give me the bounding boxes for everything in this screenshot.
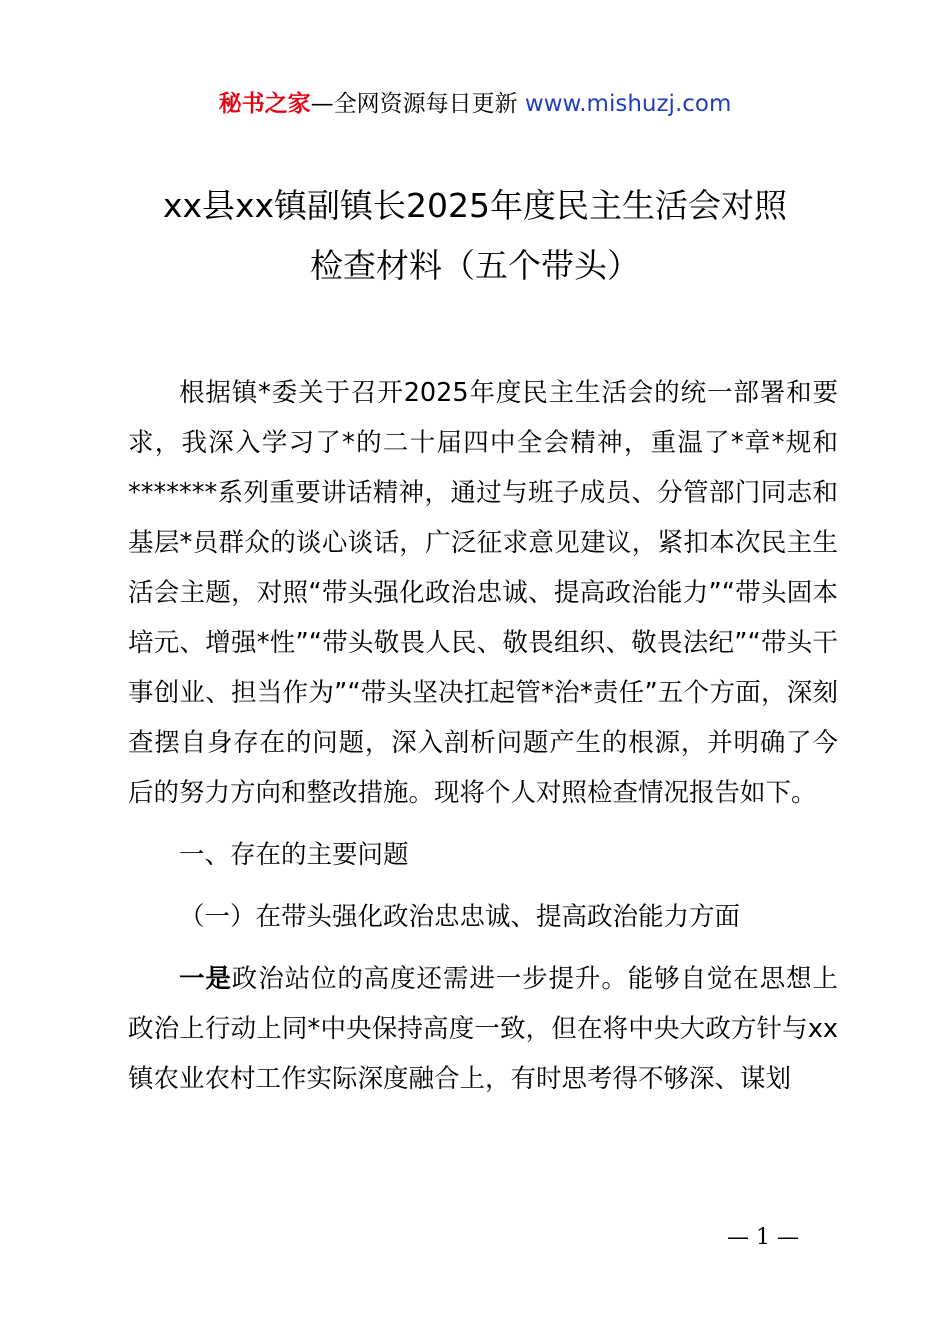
subsection-heading: （一）在带头强化政治忠忠诚、提高政治能力方面 [179, 902, 741, 932]
intro-paragraph: 根据镇*委关于召开2025年度民主生活会的统一部署和要求，我深入学习了*的二十届四中全会精神，重温了*章*规和*******系列重要讲话精神，通过与班子成员、分管部门同志和基层*员群众的谈心谈话，广泛征求意见建议，紧扣本次民主生活会主题，对照“带头强化政治忠诚、提高政治能力”“带头固本培元、增强*性”“带头敬畏人民、敬畏组织、敬畏法纪”“带头干事创业、担当作为”“带头坚决扛起管*治*责任”五个方面，深刻查摆自身存在的问题，深入剖析问题产生的根源，并明确了今后的努力方向和整改措施。现将个人对照检查情况报告如下。 [128, 378, 838, 808]
banner-tagline: —全网资源每日更新 [310, 91, 525, 117]
title-line-2: 检查材料（五个带头） [310, 246, 640, 285]
site-url-link[interactable]: www.mishuzj.com [524, 91, 732, 117]
document-body [128, 368, 838, 1104]
site-banner [0, 86, 950, 122]
document-title [0, 182, 950, 302]
brand-name: 秘书之家 [218, 91, 311, 117]
title-line-1: xx县xx镇副镇长2025年度民主生活会对照 [162, 186, 788, 225]
point-paragraph [128, 954, 838, 1104]
point-text: 政治站位的高度还需进一步提升。能够自觉在思想上政治上行动上同*中央保持高度一致，但在将中央大政方针与xx镇农业农村工作实际深度融合上，有时思考得不够深、谋划 [128, 964, 838, 1094]
section-heading: 一、存在的主要问题 [179, 840, 409, 870]
point-lead: 一是 [179, 964, 232, 994]
page-number: — 1 — [727, 1225, 799, 1250]
